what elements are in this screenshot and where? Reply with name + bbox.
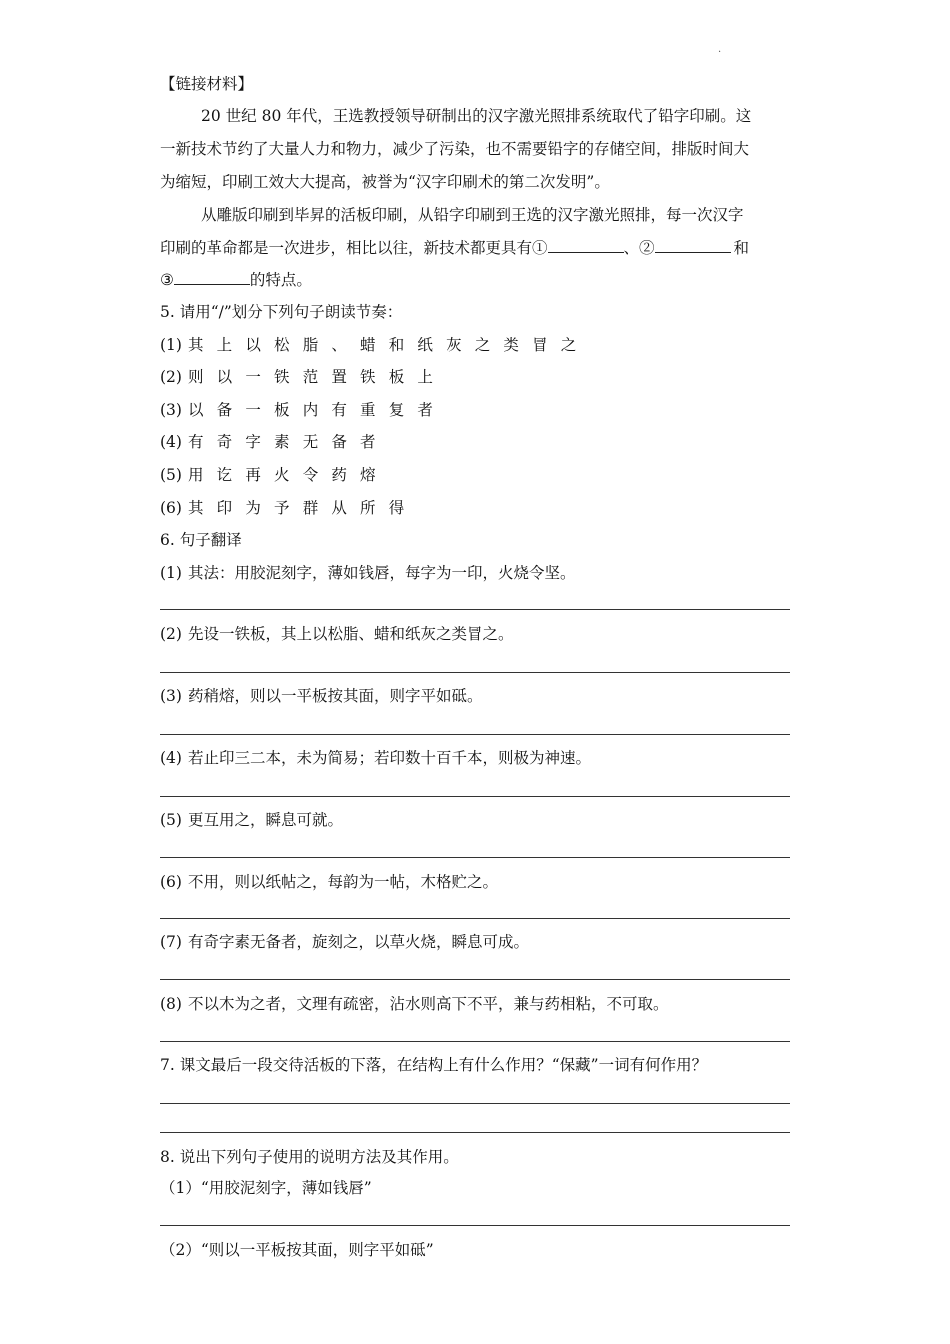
q5-item-text: 有奇字素无备者 xyxy=(188,433,389,451)
para2-line2-text: 印刷的革命都是一次进步，相比以往，新技术都更具有① xyxy=(160,239,548,257)
q6-item-4 xyxy=(160,747,792,769)
q6-item-text: 若止印三二本，未为简易；若印数十百千本，则极为神速。 xyxy=(188,749,592,767)
q5-item-label: (1) xyxy=(160,336,182,354)
q7-answer-line-2[interactable] xyxy=(160,1132,790,1133)
q8-item-1: （1）“用胶泥刻字，薄如钱唇” xyxy=(160,1179,372,1197)
q6-item-text: 其法：用胶泥刻字，薄如钱唇，每字为一印，火烧令坚。 xyxy=(188,564,576,582)
q5-item-text: 其印为予群从所得 xyxy=(188,499,418,517)
q6-item-label: (3) xyxy=(160,687,182,705)
q6-title: 6. 句子翻译 xyxy=(160,531,242,549)
para1-line1: 20 世纪 80 年代，王选教授领导研制出的汉字激光照排系统取代了铅字印刷。这 xyxy=(201,107,752,125)
q6-item-6 xyxy=(160,871,792,893)
q6-answer-line-4[interactable] xyxy=(160,796,790,797)
q6-item-label: (8) xyxy=(160,995,182,1013)
q8-title: 8. 说出下列句子使用的说明方法及其作用。 xyxy=(160,1148,459,1166)
q6-item-2 xyxy=(160,623,792,645)
q5-item-label: (2) xyxy=(160,368,182,386)
section-title: 【链接材料】 xyxy=(160,75,254,93)
q8-answer-line-1[interactable] xyxy=(160,1225,790,1226)
para2-line2-and: 和 xyxy=(733,239,750,257)
q5-item-label: (4) xyxy=(160,433,182,451)
q6-answer-line-7[interactable] xyxy=(160,979,790,980)
q6-item-label: (5) xyxy=(160,811,182,829)
q6-item-label: (7) xyxy=(160,933,182,951)
q5-item-text: 以备一板内有重复者 xyxy=(188,401,447,419)
q5-item-4 xyxy=(160,431,792,453)
q6-item-1 xyxy=(160,562,792,584)
q6-answer-line-3[interactable] xyxy=(160,734,790,735)
q6-item-label: (2) xyxy=(160,625,182,643)
header-dot: . xyxy=(718,44,722,55)
q6-item-text: 不以木为之者，文理有疏密，沾水则高下不平，兼与药相粘，不可取。 xyxy=(188,995,669,1013)
q6-item-7 xyxy=(160,931,792,953)
blank-2[interactable] xyxy=(655,236,731,253)
q5-item-3 xyxy=(160,399,792,421)
q6-item-text: 药稍熔，则以一平板按其面，则字平如砥。 xyxy=(188,687,483,705)
blank-3[interactable] xyxy=(174,268,250,285)
q5-item-6 xyxy=(160,497,792,519)
q5-item-label: (6) xyxy=(160,499,182,517)
para2-line2 xyxy=(160,236,792,259)
q5-item-2 xyxy=(160,366,792,388)
q6-item-label: (1) xyxy=(160,564,182,582)
q5-item-1 xyxy=(160,334,792,356)
q5-item-5 xyxy=(160,464,792,486)
q6-answer-line-2[interactable] xyxy=(160,672,790,673)
q6-answer-line-5[interactable] xyxy=(160,857,790,858)
para2-line3 xyxy=(160,268,792,291)
q6-item-label: (4) xyxy=(160,749,182,767)
q6-item-text: 先设一铁板，其上以松脂、蜡和纸灰之类冒之。 xyxy=(188,625,514,643)
q5-title: 5. 请用“/”划分下列句子朗读节奏： xyxy=(160,303,403,321)
q5-item-label: (3) xyxy=(160,401,182,419)
q5-item-text: 其上以松脂、蜡和纸灰之类冒之 xyxy=(188,336,590,354)
q6-answer-line-6[interactable] xyxy=(160,918,790,919)
q5-item-label: (5) xyxy=(160,466,182,484)
q5-item-text: 用讫再火令药熔 xyxy=(188,466,389,484)
blank-1[interactable] xyxy=(548,236,624,253)
q6-item-8 xyxy=(160,993,792,1015)
q6-item-text: 更互用之，瞬息可就。 xyxy=(188,811,344,829)
q6-item-3 xyxy=(160,685,792,707)
para2-line3-text: 的特点。 xyxy=(249,271,312,289)
para2-line2-sep: 、② xyxy=(623,239,655,257)
q6-answer-line-8[interactable] xyxy=(160,1041,790,1042)
q6-item-label: (6) xyxy=(160,873,182,891)
q8-item-2: （2）“则以一平板按其面，则字平如砥” xyxy=(160,1241,434,1259)
q7-title: 7. 课文最后一段交待活板的下落，在结构上有什么作用？“保藏”一词有何作用？ xyxy=(160,1056,708,1074)
para1-line3: 为缩短，印刷工效大大提高，被誉为“汉字印刷术的第二次发明”。 xyxy=(160,173,610,191)
q6-answer-line-1[interactable] xyxy=(160,609,790,610)
q6-item-5 xyxy=(160,809,792,831)
q5-item-text: 则以一铁范置铁板上 xyxy=(188,368,447,386)
para2-line3-mark: ③ xyxy=(160,271,174,289)
q7-answer-line-1[interactable] xyxy=(160,1103,790,1104)
q6-item-text: 不用，则以纸帖之，每韵为一帖，木格贮之。 xyxy=(188,873,499,891)
para1-line2: 一新技术节约了大量人力和物力，减少了污染，也不需要铅字的存储空间，排版时间大 xyxy=(160,140,750,158)
q6-item-text: 有奇字素无备者，旋刻之，以草火烧，瞬息可成。 xyxy=(188,933,530,951)
para2-line1: 从雕版印刷到毕昇的活板印刷，从铅字印刷到王选的汉字激光照排，每一次汉字 xyxy=(201,206,744,224)
